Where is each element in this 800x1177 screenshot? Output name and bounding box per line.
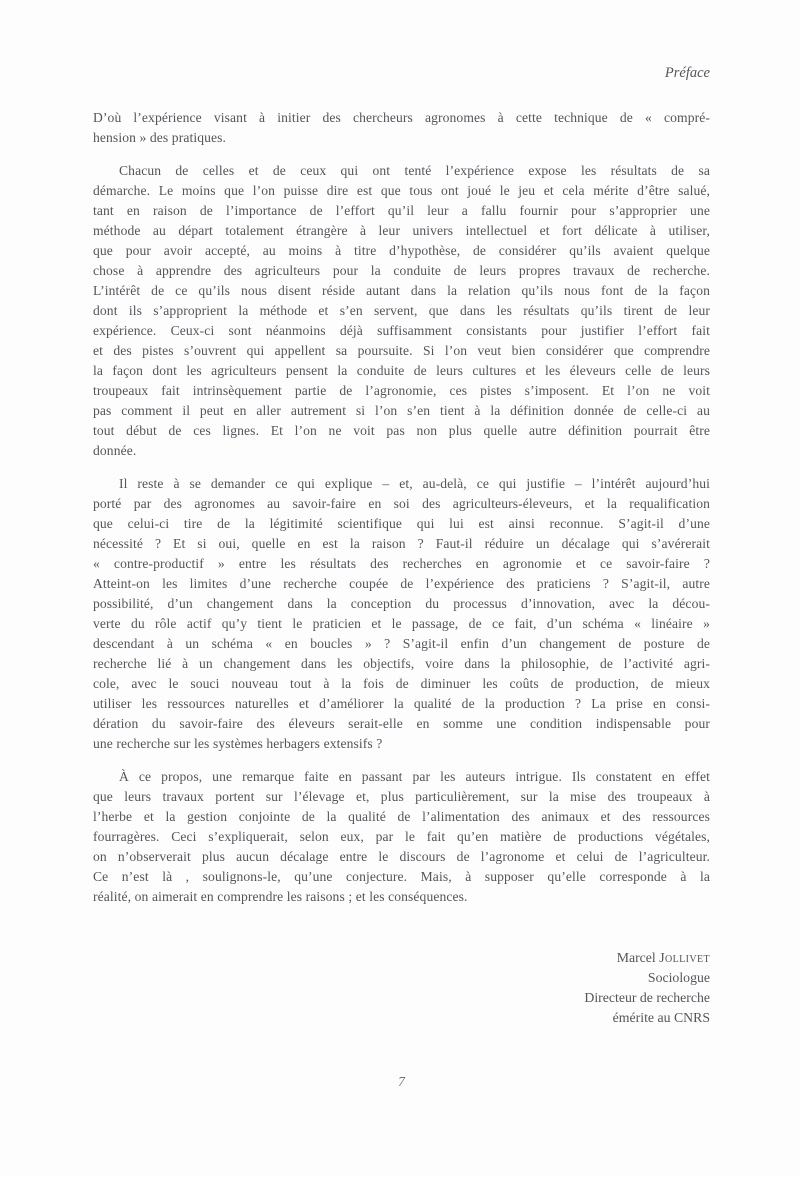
body-text [93, 108, 710, 1028]
text-line: cole, avec le souci nouveau tout à la fois de diminuer les coûts de production, de mieux [93, 676, 710, 691]
text-line: nécessité ? Et si oui, quelle en est la raison ? Faut-il réduire un décalage qui s’avérerait [93, 536, 710, 551]
text-line: la façon dont les agriculteurs pensent la conduite de leurs cultures et les éleveurs celle de leurs [93, 363, 710, 378]
text-line: chose à apprendre des agriculteurs pour la conduite de leurs propres travaux de recherche. [93, 263, 710, 278]
text-line: À ce propos, une remarque faite en passant par les auteurs intrigue. Ils constatent en effet [119, 769, 710, 784]
text-line: tout début de ces lignes. Et l’on ne voit pas non plus quelle autre définition pourrait être [93, 423, 710, 438]
text-line: on n’observerait plus aucun décalage entre le discours de l’agronome et celui de l’agriculteur. [93, 849, 710, 864]
signature-name [93, 948, 710, 968]
text-line: que celui-ci tire de la légitimité scientifique qui lui est ainsi reconnue. S’agit-il d’une [93, 516, 710, 531]
paragraph [93, 161, 710, 461]
text-line: méthode au départ totalement étrangère à leur univers intellectuel et fort délicate à utiliser, [93, 223, 710, 238]
text-line: Atteint-on les limites d’une recherche coupée de l’expérience des praticiens ? S’agit-il, autre [93, 576, 710, 591]
text-line: L’intérêt de ce qu’ils nous disent réside autant dans la relation qu’ils nous font de la façon [93, 283, 710, 298]
text-line: Il reste à se demander ce qui explique – et, au-delà, ce qui justifie – l’intérêt aujourd’hui [119, 476, 710, 491]
text-line: descendant à un schéma « en boucles » ? S’agit-il enfin d’un changement de posture de [93, 636, 710, 651]
text-line: utiliser les ressources naturelles et d’améliorer la qualité de la production ? La prise en consi- [93, 696, 710, 711]
signature-title-line: Directeur de recherche [584, 990, 710, 1005]
text-line: fourragères. Ceci s’expliquerait, selon eux, par le fait qu’en matière de productions végétales, [93, 829, 710, 844]
text-line: démarche. Le moins que l’on puisse dire est que tous ont joué le jeu et cela mérite d’être salué, [93, 183, 710, 198]
text-line: verte du rôle actif qu’y tient le praticien et le passage, de ce fait, d’un schéma « linéaire » [93, 616, 710, 631]
paragraph [93, 108, 710, 148]
text-line: l’herbe et la gestion conjointe de la qualité de l’alimentation des animaux et des ressources [93, 809, 710, 824]
text-line: une recherche sur les systèmes herbagers extensifs ? [93, 736, 383, 751]
text-line: réalité, on aimerait en comprendre les raisons ; et les conséquences. [93, 889, 468, 904]
signature-block [93, 948, 710, 1028]
text-line: porté par des agronomes au savoir-faire en soi des agriculteurs-éleveurs, et la requalification [93, 496, 710, 511]
text-line: hension » des pratiques. [93, 130, 227, 145]
text-line: troupeaux fait intrinsèquement partie de l’agronomie, ces pistes s’imposent. Et l’on ne voit [93, 383, 710, 398]
text-line: « contre-productif » entre les résultats des recherches en agronomie et ce savoir-faire ? [93, 556, 710, 571]
signature-title-line: Sociologue [647, 970, 710, 985]
preface-label: Préface [664, 65, 710, 81]
signature-title-line: émérite au CNRS [612, 1010, 710, 1025]
text-line: que leurs travaux portent sur l’élevage et, plus particulièrement, sur la mise des troupeaux à [93, 789, 710, 804]
text-line: recherche lié à un changement dans les objectifs, voire dans la philosophie, de l’activité agri- [93, 656, 710, 671]
text-line: expérience. Ceux-ci sont néanmoins déjà suffisamment consistants pour justifier l’effort fait [93, 323, 710, 338]
text-line: que pour avoir accepté, au moins à titre d’hypothèse, de considérer qu’ils avaient quelque [93, 243, 710, 258]
text-line: et des pistes s’ouvrent qui appellent sa poursuite. Si l’on veut bien considérer que comprendre [93, 343, 710, 358]
text-line: D’où l’expérience visant à initier des chercheurs agronomes à cette technique de « compré- [93, 110, 710, 125]
text-line: Ce n’est là , soulignons-le, qu’une conjecture. Mais, à supposer qu’elle corresponde à la [93, 869, 710, 884]
text-line: possibilité, d’un changement dans la conception du processus d’innovation, avec la décou- [93, 596, 710, 611]
text-line: tant en raison de l’importance de l’effort qu’il leur a fallu fournir pour s’approprier une [93, 203, 710, 218]
text-line: dont ils s’approprient la méthode et s’en servent, que dans les résultats qu’ils tirent de leur [93, 303, 710, 318]
signature-name-surname: Jollivet [659, 950, 710, 965]
paragraph [93, 767, 710, 907]
text-line: pas comment il peut en aller autrement si l’on s’en tient à la définition donnée de celle-ci au [93, 403, 710, 418]
signature-name-first: Marcel [616, 950, 660, 965]
running-header [93, 64, 710, 82]
paragraph [93, 474, 710, 754]
text-line: dération du savoir-faire des éleveurs serait-elle en somme une condition indispensable pour [93, 716, 710, 731]
text-line: donnée. [93, 443, 137, 458]
page-number: 7 [398, 1074, 405, 1089]
page-footer [93, 1074, 710, 1090]
text-line: Chacun de celles et de ceux qui ont tenté l’expérience expose les résultats de sa [119, 163, 710, 178]
